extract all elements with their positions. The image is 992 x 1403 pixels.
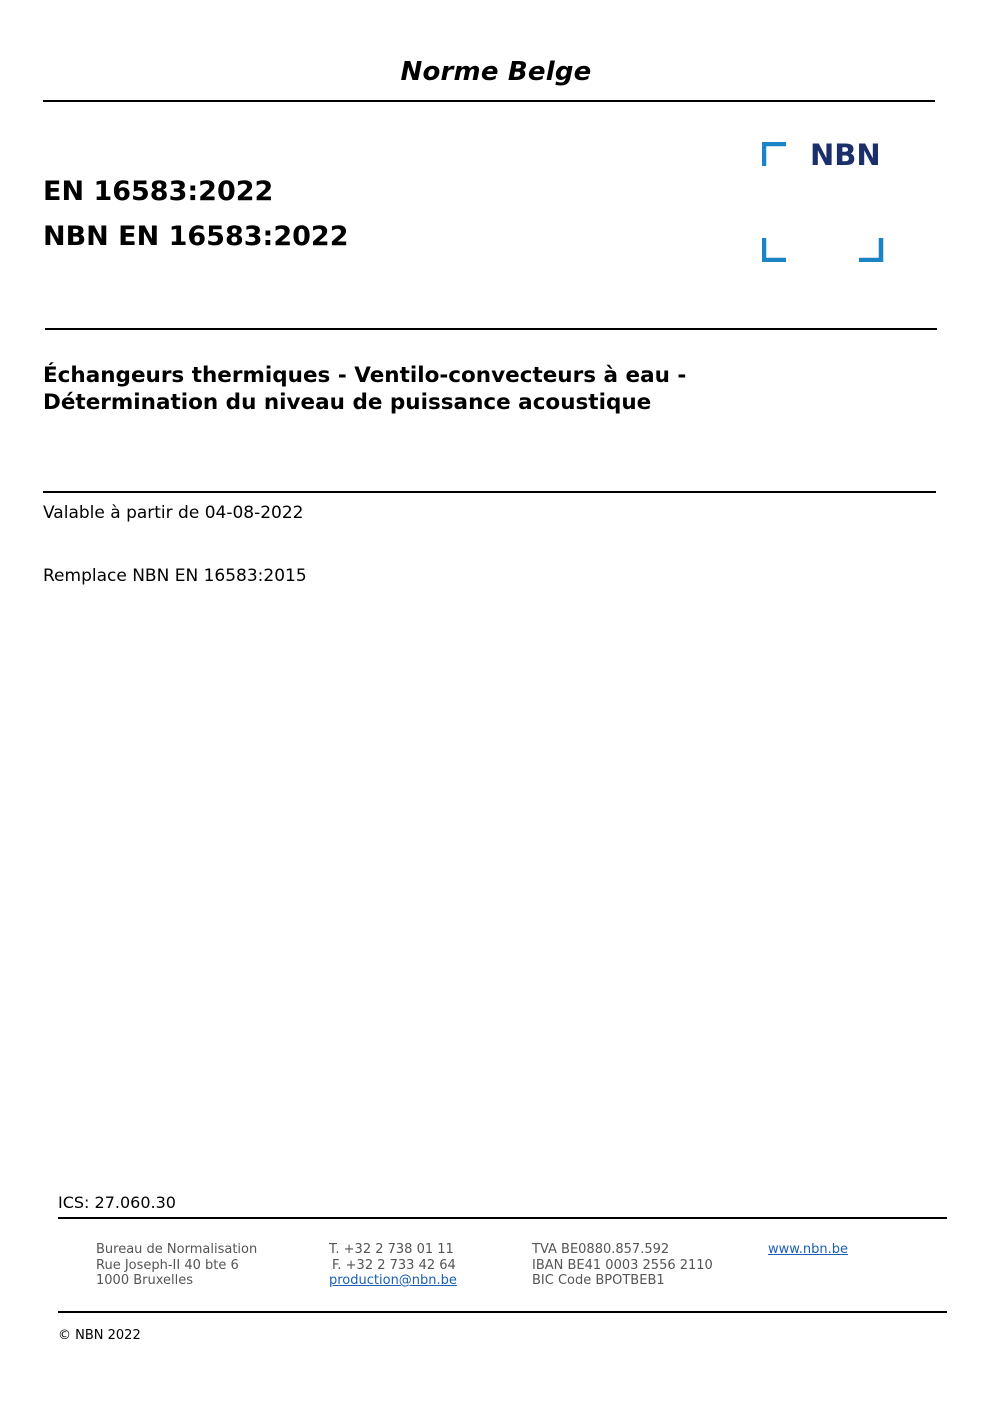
document-title xyxy=(43,362,923,416)
footer-address xyxy=(96,1242,257,1289)
footer-website-link[interactable]: www.nbn.be xyxy=(768,1242,848,1257)
replaces-text: Remplace NBN EN 16583:2015 xyxy=(43,566,307,586)
logo-bracket-bottom-left xyxy=(764,238,786,260)
ics-code: ICS: 27.060.30 xyxy=(58,1193,176,1212)
header-divider xyxy=(43,100,935,102)
nbn-logo-graphic xyxy=(762,142,887,262)
nbn-logo xyxy=(762,142,887,262)
footer-iban: IBAN BE41 0003 2556 2110 xyxy=(532,1257,713,1273)
footer-email-link[interactable]: production@nbn.be xyxy=(329,1273,457,1288)
footer-fax: F. +32 2 733 42 64 xyxy=(332,1257,456,1273)
footer-bic: BIC Code BPOTBEB1 xyxy=(532,1273,665,1288)
copyright-text: © NBN 2022 xyxy=(58,1328,141,1343)
document-title-line-1: Échangeurs thermiques - Ventilo-convecteurs à eau - xyxy=(43,363,687,388)
footer-address-line-2: Rue Joseph-II 40 bte 6 xyxy=(96,1257,239,1273)
logo-text: NBN xyxy=(810,142,881,172)
valid-from-text: Valable à partir de 04-08-2022 xyxy=(43,503,304,523)
footer-address-line-1: Bureau de Normalisation xyxy=(96,1242,258,1257)
footer-vat: TVA BE0880.857.592 xyxy=(532,1242,670,1257)
footer-bank xyxy=(532,1242,713,1289)
footer-top-divider xyxy=(58,1217,947,1219)
standard-code-en: EN 16583:2022 xyxy=(43,176,274,207)
footer-contact xyxy=(329,1242,457,1289)
footer-phone: T. +32 2 738 01 11 xyxy=(329,1242,454,1257)
document-title-line-2: Détermination du niveau de puissance acoustique xyxy=(43,390,652,415)
title-bottom-divider xyxy=(43,491,936,493)
footer-bottom-divider xyxy=(58,1311,947,1313)
logo-bracket-bottom-right xyxy=(859,238,881,260)
logo-bracket-top-left xyxy=(764,144,786,166)
standard-code-nbn: NBN EN 16583:2022 xyxy=(43,221,349,252)
footer-address-line-3: 1000 Bruxelles xyxy=(96,1273,194,1288)
document-header-title: Norme Belge xyxy=(400,57,592,87)
title-top-divider xyxy=(45,328,937,330)
footer-website xyxy=(768,1242,848,1258)
